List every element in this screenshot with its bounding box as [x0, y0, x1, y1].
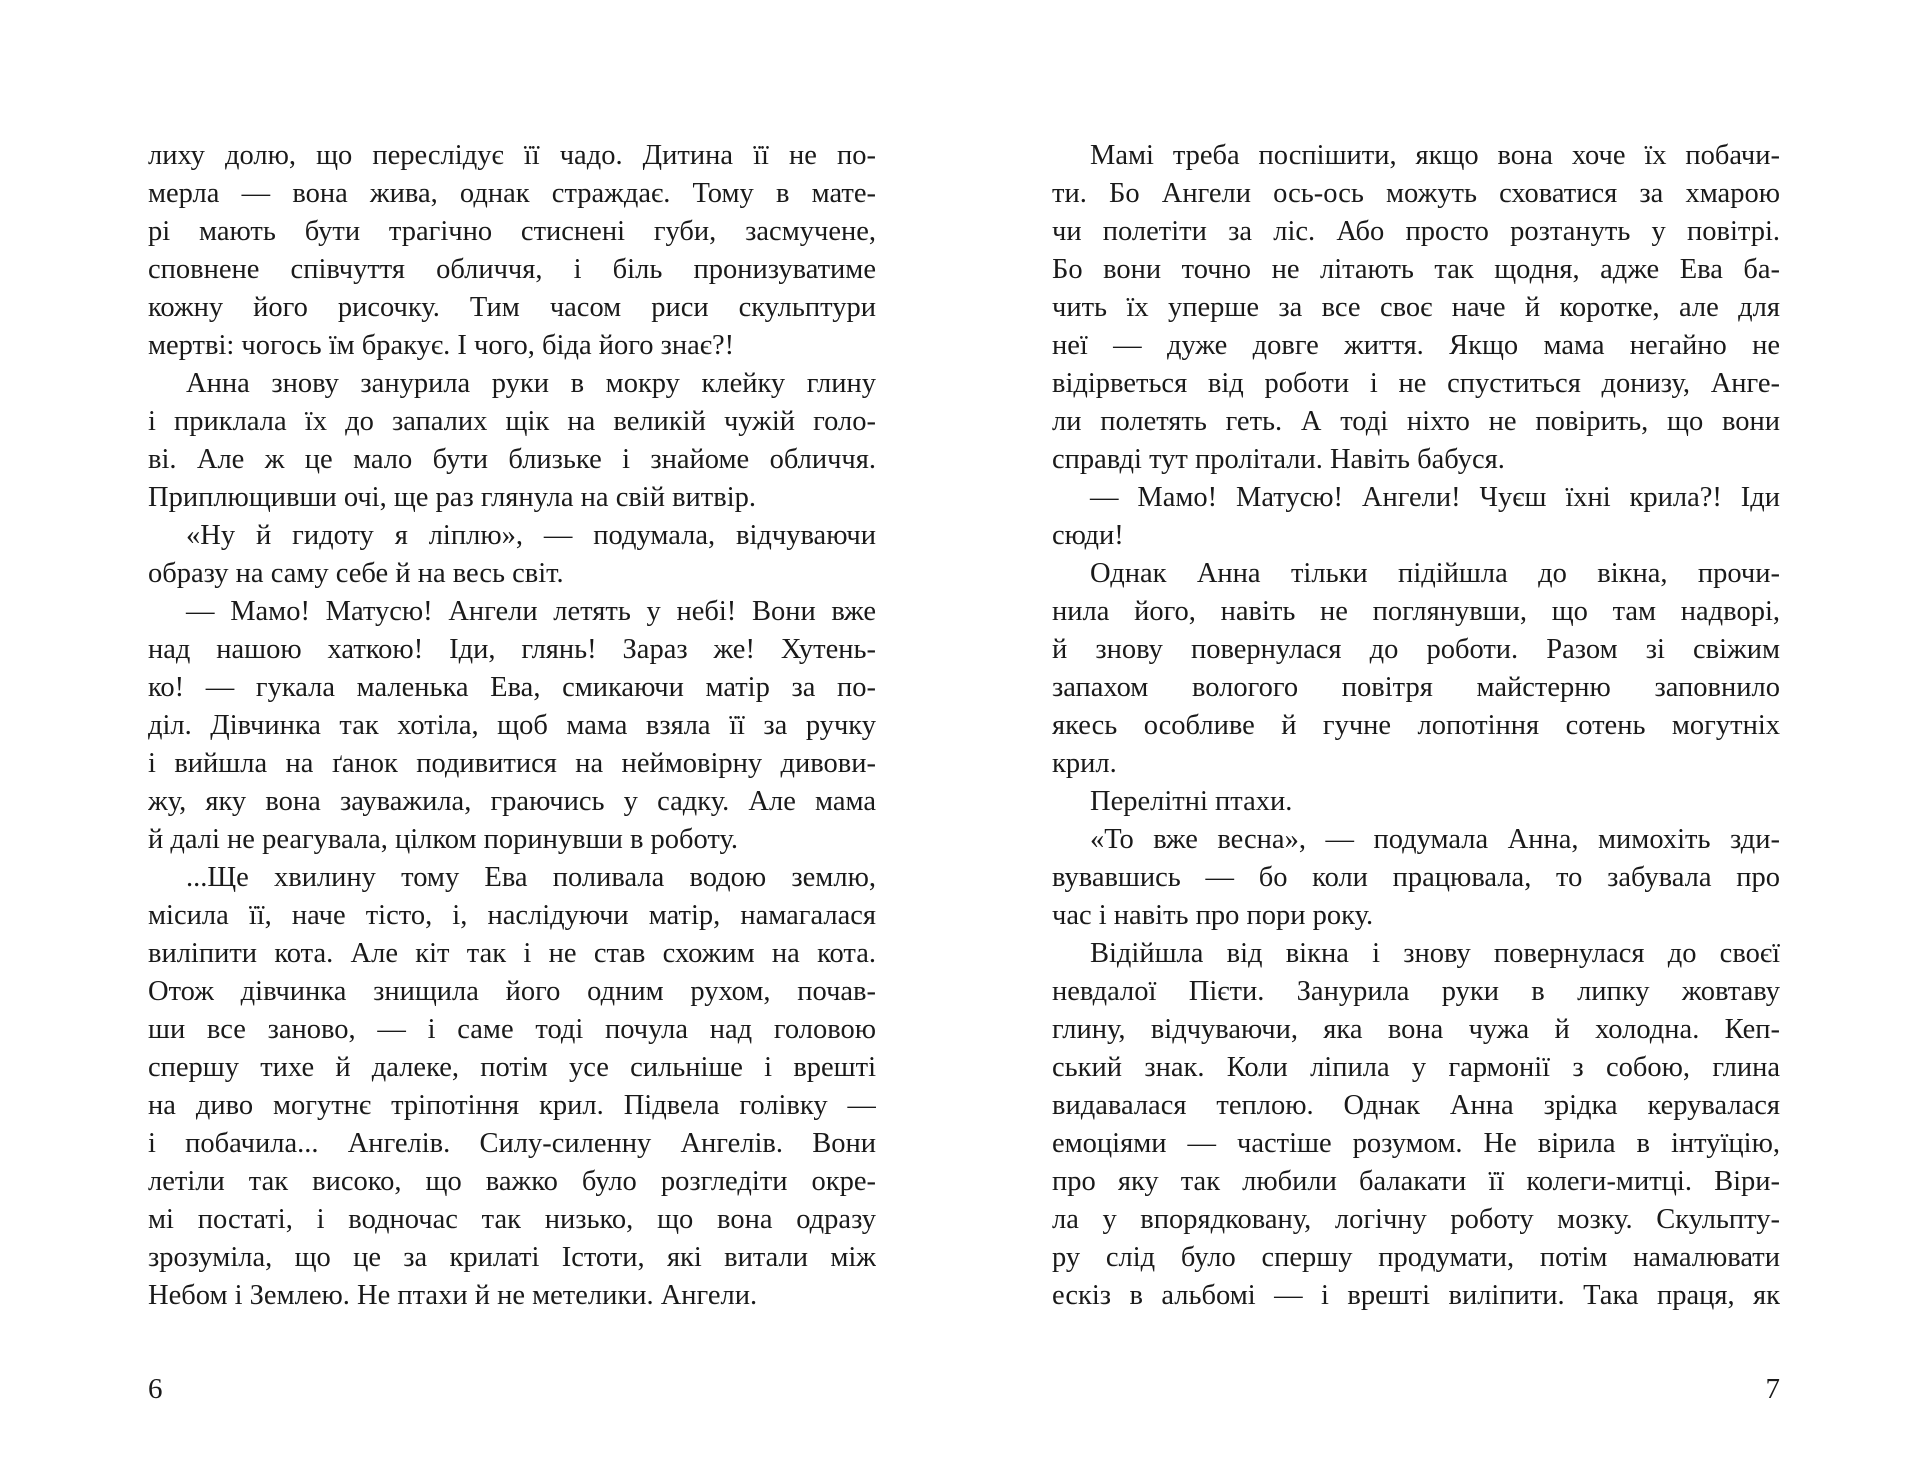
text-line: і вийшла на ґанок подивитися на неймовірну дивови-: [148, 748, 876, 779]
text-line: Відійшла від вікна і знову повернулася до своєї: [1090, 938, 1780, 969]
text-line: ві. Але ж це мало бути близьке і знайоме обличчя.: [148, 444, 876, 475]
text-line: Анна знову занурила руки в мокру клейку глину: [186, 368, 876, 399]
right-page-text: [1052, 137, 1780, 1315]
text-line: вувавшись — бо коли працювала, то забувала про: [1052, 862, 1780, 893]
text-line: мерла — вона жива, однак страждає. Тому в мате-: [148, 178, 876, 209]
text-line: неї — дуже довге життя. Якщо мама негайно не: [1052, 330, 1780, 361]
text-line: й далі не реагувала, цілком поринувши в роботу.: [148, 824, 739, 855]
text-line: на диво могутнє тріпотіння крил. Підвела голівку —: [148, 1090, 876, 1121]
text-line: сповнене співчуття обличчя, і біль пронизуватиме: [148, 254, 876, 285]
text-line: ...Ще хвилину тому Ева поливала водою землю,: [186, 862, 876, 893]
text-line: над нашою хаткою! Іди, глянь! Зараз же! Хутень-: [148, 634, 876, 665]
text-line: мертві: чогось їм бракує. І чого, біда його знає?!: [148, 330, 735, 361]
text-line: крил.: [1052, 748, 1117, 779]
text-line: жу, яку вона зауважила, граючись у садку. Але мама: [148, 786, 876, 817]
text-line: рі мають бути трагічно стиснені губи, засмучене,: [148, 216, 876, 247]
text-line: запахом вологого повітря майстерню заповнило: [1052, 672, 1780, 703]
text-line: про яку так любили балакати її колеги-митці. Віри-: [1052, 1166, 1780, 1197]
text-line: летіли так високо, що важко було розгледіти окре-: [148, 1166, 876, 1197]
left-page-text: [148, 137, 876, 1315]
text-line: образу на саму себе й на весь світ.: [148, 558, 564, 589]
text-line: і приклала їх до запалих щік на великій чужій голо-: [148, 406, 876, 437]
text-line: виліпити кота. Але кіт так і не став схожим на кота.: [148, 938, 876, 969]
text-line: нила його, навіть не поглянувши, що там надворі,: [1052, 596, 1780, 627]
text-line: кожну його рисочку. Тим часом риси скульптури: [148, 292, 876, 323]
text-line: Перелітні птахи.: [1090, 786, 1293, 817]
text-line: час і навіть про пори року.: [1052, 900, 1374, 931]
text-line: і побачила... Ангелів. Силу-силенну Ангелів. Вони: [148, 1128, 876, 1159]
text-line: справді тут пролітали. Навіть бабуся.: [1052, 444, 1505, 475]
text-line: Приплющивши очі, ще раз глянула на свій витвір.: [148, 482, 757, 513]
text-line: ти. Бо Ангели ось-ось можуть сховатися за хмарою: [1052, 178, 1780, 209]
right-page: [1052, 137, 1780, 1437]
text-line: лиху долю, що переслідує її чадо. Дитина її не по-: [148, 140, 876, 171]
text-line: чи полетіти за ліс. Або просто розтануть у повітрі.: [1052, 216, 1780, 247]
text-line: Небом і Землею. Не птахи й не метелики. Ангели.: [148, 1280, 758, 1311]
text-line: ескіз в альбомі — і врешті виліпити. Така праця, як: [1052, 1280, 1780, 1311]
text-line: невдалої Пієти. Занурила руки в липку жовтаву: [1052, 976, 1780, 1007]
text-line: чить їх уперше за все своє наче й коротке, але для: [1052, 292, 1780, 323]
text-line: ши все заново, — і саме тоді почула над головою: [148, 1014, 876, 1045]
text-line: глину, відчуваючи, яка вона чужа й холодна. Кеп-: [1052, 1014, 1780, 1045]
text-line: й знову повернулася до роботи. Разом зі свіжим: [1052, 634, 1780, 665]
left-page: [148, 137, 876, 1437]
text-line: Однак Анна тільки підійшла до вікна, прочи-: [1090, 558, 1780, 589]
text-line: ли полетять геть. А тоді ніхто не повірить, що вони: [1052, 406, 1780, 437]
text-line: — Мамо! Матусю! Ангели летять у небі! Вони вже: [186, 596, 876, 627]
text-line: спершу тихе й далеке, потім усе сильніше і врешті: [148, 1052, 876, 1083]
text-line: Бо вони точно не літають так щодня, адже Ева ба-: [1052, 254, 1780, 285]
text-line: видавалася теплою. Однак Анна зрідка керувалася: [1052, 1090, 1780, 1121]
text-line: сюди!: [1052, 520, 1124, 551]
page-number-left: 6: [148, 1373, 163, 1405]
text-line: емоціями — частіше розумом. Не вірила в інтуїцію,: [1052, 1128, 1780, 1159]
text-line: відірветься від роботи і не спуститься донизу, Анге-: [1052, 368, 1780, 399]
text-line: ко! — гукала маленька Ева, смикаючи матір за по-: [148, 672, 876, 703]
page-number-right: 7: [1765, 1373, 1780, 1405]
text-line: ру слід було спершу продумати, потім намалювати: [1052, 1242, 1780, 1273]
text-line: «То вже весна», — подумала Анна, мимохіть зди-: [1090, 824, 1780, 855]
text-line: «Ну й гидоту я ліплю», — подумала, відчуваючи: [186, 520, 876, 551]
text-line: мі постаті, і водночас так низько, що вона одразу: [148, 1204, 876, 1235]
text-line: ла у впорядковану, логічну роботу мозку. Скульпту-: [1052, 1204, 1780, 1235]
text-line: ський знак. Коли ліпила у гармонії з собою, глина: [1052, 1052, 1780, 1083]
text-line: місила її, наче тісто, і, наслідуючи матір, намагалася: [148, 900, 876, 931]
text-line: зрозуміла, що це за крилаті Істоти, які витали між: [148, 1242, 876, 1273]
text-line: — Мамо! Матусю! Ангели! Чуєш їхні крила?! Іди: [1090, 482, 1780, 513]
text-line: діл. Дівчинка так хотіла, щоб мама взяла її за ручку: [148, 710, 876, 741]
text-line: Мамі треба поспішити, якщо вона хоче їх побачи-: [1090, 140, 1780, 171]
text-line: якесь особливе й гучне лопотіння сотень могутніх: [1052, 710, 1780, 741]
text-line: Отож дівчинка знищила його одним рухом, почав-: [148, 976, 876, 1007]
